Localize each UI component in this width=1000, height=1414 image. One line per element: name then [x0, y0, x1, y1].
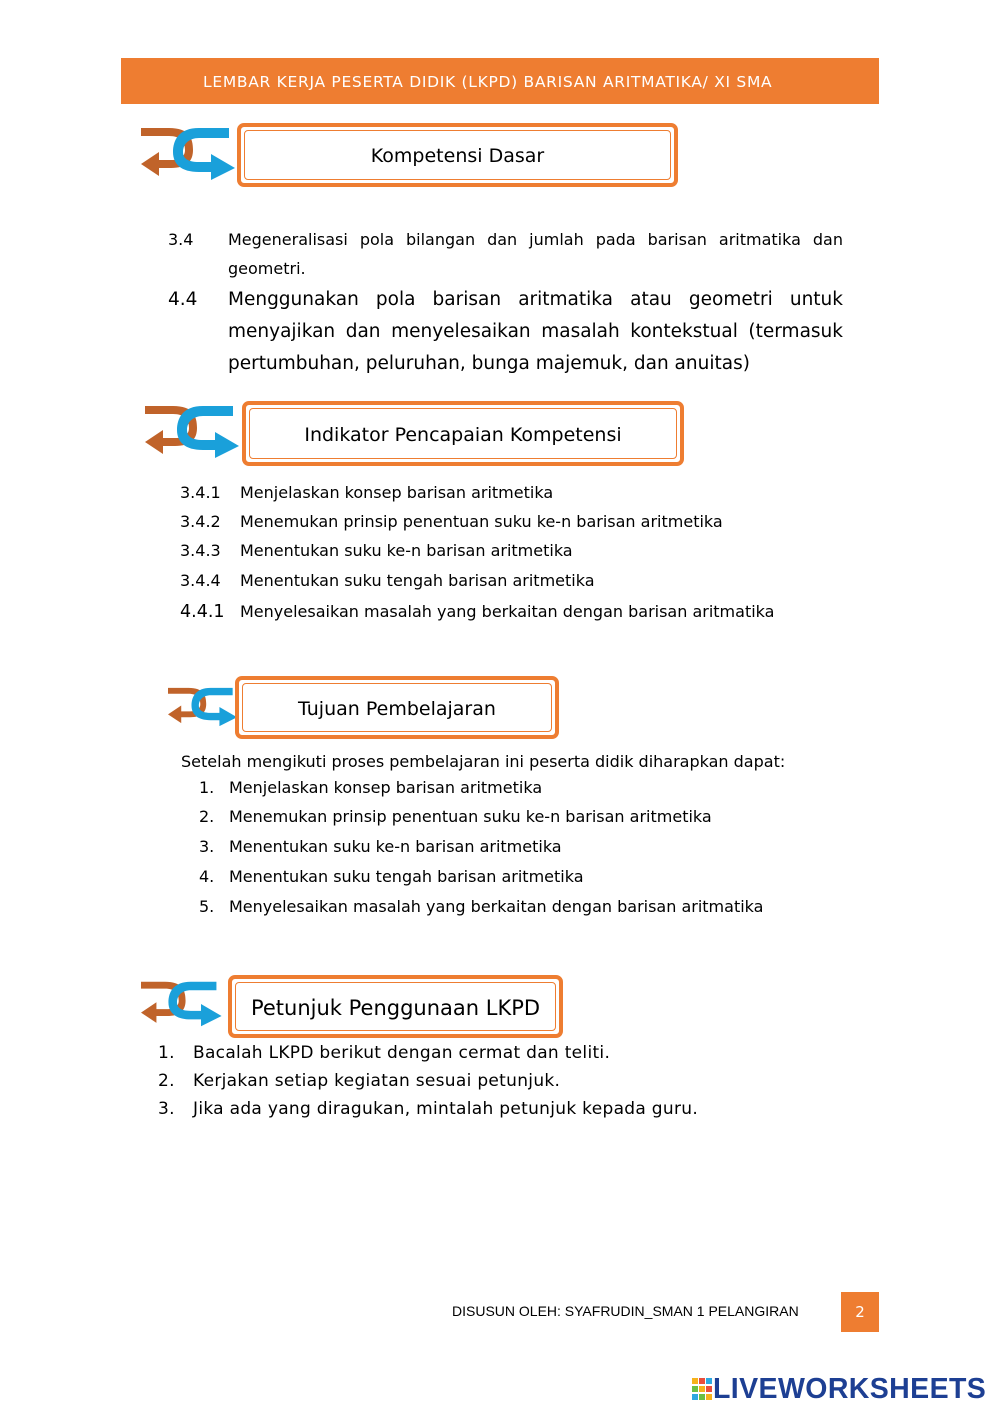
petunjuk-text: Kerjakan setiap kegiatan sesuai petunjuk.: [193, 1071, 561, 1091]
tujuan-text: Menentukan suku tengah barisan aritmetika: [229, 867, 584, 886]
arrows-icon-tujuan: [168, 677, 240, 737]
tujuan-item: [199, 807, 712, 826]
title-box-tujuan: [235, 676, 559, 739]
tujuan-intro: Setelah mengikuti proses pembelajaran ini peserta didik diharapkan dapat:: [181, 752, 786, 771]
tujuan-num: 3.: [199, 837, 215, 856]
indikator-num: 3.4.4: [180, 571, 221, 590]
indikator-item: [180, 512, 723, 531]
tujuan-text: Menjelaskan konsep barisan aritmetika: [229, 778, 543, 797]
petunjuk-item: [158, 1043, 610, 1063]
indikator-item: [180, 541, 573, 560]
kd-text-line: menyajikan dan menyelesaikan masalah kontekstual (termasuk: [228, 321, 843, 342]
kd-text-line: pertumbuhan, peluruhan, bunga majemuk, dan anuitas): [228, 353, 750, 374]
tujuan-num: 4.: [199, 867, 215, 886]
petunjuk-num: 2.: [158, 1071, 175, 1091]
section-title-indikator: Indikator Pencapaian Kompetensi: [304, 424, 622, 446]
tujuan-text: Menentukan suku ke-n barisan aritmetika: [229, 837, 562, 856]
kd-num: 4.4: [168, 289, 198, 310]
tujuan-item: [199, 867, 584, 886]
kd-text-line: Menggunakan pola barisan aritmatika atau geometri untuk: [228, 289, 843, 310]
arrows-icon-petunjuk: [141, 974, 225, 1034]
kd-text-line: geometri.: [228, 259, 306, 278]
indikator-text: Menentukan suku ke-n barisan aritmetika: [240, 541, 573, 560]
watermark-text: LIVEWORKSHEETS: [713, 1373, 987, 1405]
footer-author: DISUSUN OLEH: SYAFRUDIN_SMAN 1 PELANGIRAN: [452, 1303, 799, 1319]
tujuan-num: 1.: [199, 778, 215, 797]
petunjuk-num: 1.: [158, 1043, 175, 1063]
indikator-item: [180, 602, 774, 622]
indikator-num: 3.4.1: [180, 483, 221, 502]
title-box-indikator: [242, 401, 684, 466]
section-title-kompetensi-dasar: Kompetensi Dasar: [370, 145, 545, 167]
kd-text-line: Megeneralisasi pola bilangan dan jumlah pada barisan aritmatika dan: [228, 230, 843, 249]
header-bar: [121, 58, 879, 104]
indikator-num: 4.4.1: [180, 602, 225, 622]
tujuan-text: Menyelesaikan masalah yang berkaitan dengan barisan aritmatika: [229, 897, 764, 916]
petunjuk-num: 3.: [158, 1099, 175, 1119]
indikator-text: Menentukan suku tengah barisan aritmetika: [240, 571, 595, 590]
tujuan-num: 5.: [199, 897, 215, 916]
indikator-item: [180, 483, 553, 502]
tujuan-item: [199, 897, 763, 916]
petunjuk-text: Jika ada yang diragukan, mintalah petunjuk kepada guru.: [193, 1099, 699, 1119]
title-box-petunjuk: [228, 975, 563, 1038]
tujuan-item: [199, 778, 542, 797]
indikator-num: 3.4.3: [180, 541, 221, 560]
header-title: LEMBAR KERJA PESERTA DIDIK (LKPD) BARISAN ARITMATIKA/ XI SMA: [203, 73, 773, 91]
section-title-tujuan: Tujuan Pembelajaran: [298, 698, 496, 720]
page-number: 2: [841, 1292, 879, 1332]
tujuan-text: Menemukan prinsip penentuan suku ke-n barisan aritmetika: [229, 807, 712, 826]
tujuan-num: 2.: [199, 807, 215, 826]
indikator-text: Menemukan prinsip penentuan suku ke-n barisan aritmetika: [240, 512, 723, 531]
liveworksheets-logo-icon: [692, 1378, 712, 1400]
indikator-num: 3.4.2: [180, 512, 221, 531]
indikator-item: [180, 571, 595, 590]
kd-num: 3.4: [168, 230, 194, 249]
title-box-kompetensi-dasar: [237, 123, 678, 187]
indikator-text: Menyelesaikan masalah yang berkaitan dengan barisan aritmatika: [240, 602, 775, 621]
arrows-icon-kompetensi: [141, 124, 239, 184]
indikator-text: Menjelaskan konsep barisan aritmetika: [240, 483, 554, 502]
petunjuk-item: [158, 1099, 698, 1119]
petunjuk-text: Bacalah LKPD berikut dengan cermat dan teliti.: [193, 1043, 611, 1063]
section-title-petunjuk: Petunjuk Penggunaan LKPD: [250, 996, 541, 1020]
arrows-icon-indikator: [145, 402, 243, 462]
tujuan-item: [199, 837, 562, 856]
petunjuk-item: [158, 1071, 560, 1091]
